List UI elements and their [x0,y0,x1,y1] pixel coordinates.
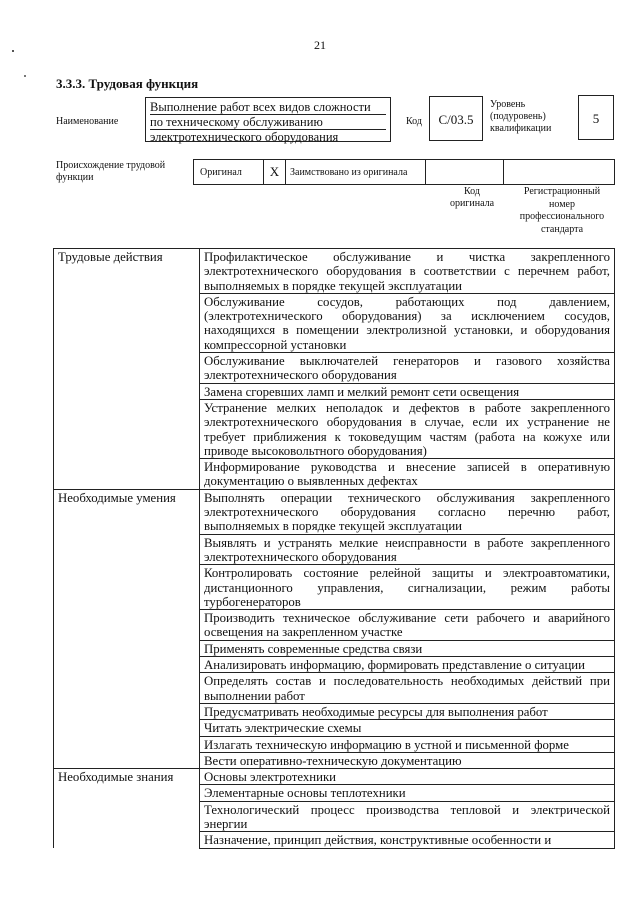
table-row [54,383,615,399]
origin-row [193,159,615,185]
table-row [54,489,615,534]
table-cell: Технологический процесс производства тепловой и электрической энергии [200,801,615,832]
table-row [54,657,615,673]
table-cell: Информирование руководства и внесение записей в оперативную документацию о выявленных дефектах [200,459,615,490]
table-cell: Профилактическое обслуживание и чистка закрепленного электротехнического оборудования в соответствии с перечнем работ, выполняемых в порядке текущей эксплуатации [200,249,615,294]
name-line: по техническому обслуживанию [150,115,386,130]
caption-line: Код [464,186,480,197]
table-cell: Выполнять операции технического обслуживания закрепленного электротехнического оборудования согласно перечню работ, выполняемых в порядке текущей эксплуатации [200,489,615,534]
category-cell: Необходимые умения [54,489,200,534]
section-title: 3.3.3. Трудовая функция [56,76,199,91]
table-row [54,293,615,352]
table-cell: Контролировать состояние релейной защиты и электроавтоматики, дистанционного управления, сигнализации, режим работы турбогенераторов [200,565,615,610]
origin-original-mark: X [264,160,286,184]
origin-label [56,160,165,184]
table-cell: Обслуживание сосудов, работающих под давлением, (электротехнического оборудования) за исключением сосудов, находящихся в помещении электролизной установки, и оборудования компрессорной установки [200,293,615,352]
caption-line: Регистрационный [523,186,601,197]
reg-number-caption [510,186,614,236]
function-table [53,248,615,849]
category-cell: Необходимые знания [54,769,200,785]
table-row [54,610,615,641]
level-label-line: Уровень [490,99,526,110]
table-cell: Элементарные основы теплотехники [200,785,615,801]
caption-line: оригинала [449,198,495,209]
code-label: Код [406,116,422,127]
table-cell: Выявлять и устранять мелкие неисправности в работе закрепленного электротехнического оборудования [200,534,615,565]
caption-line: номер [549,198,575,210]
table-row [54,801,615,832]
table-cell: Замена сгоревших ламп и мелкий ремонт сети освещения [200,383,615,399]
code-value: С/03.5 [429,96,483,141]
table-row [54,459,615,490]
table-row [54,353,615,384]
original-code-caption [436,186,508,210]
origin-label-line: Происхождение трудовой [56,160,166,171]
level-label-line: (подуровень) [490,111,546,122]
table-row [54,399,615,458]
name-line: Выполнение работ всех видов сложности [150,100,386,115]
name-line: электротехнического оборудования [150,130,339,144]
origin-reg-cell [504,160,614,184]
table-row [54,673,615,704]
table-cell: Основы электротехники [200,769,615,785]
level-value: 5 [578,95,614,140]
table-cell: Предусматривать необходимые ресурсы для выполнения работ [200,703,615,719]
table-row [54,785,615,801]
table-row [54,703,615,719]
table-cell: Определять состав и последовательность необходимых действий при выполнении работ [200,673,615,704]
table-row [54,640,615,656]
table-cell: Назначение, принцип действия, конструктивные особенности и [200,832,615,848]
table-cell: Применять современные средства связи [200,640,615,656]
origin-borrowed-label: Заимствовано из оригинала [286,160,426,184]
table-row [54,769,615,785]
table-row [54,249,615,294]
table-cell: Читать электрические схемы [200,720,615,736]
origin-label-line: функции [56,172,94,183]
caption-line: стандарта [540,223,584,235]
table-cell: Производить техническое обслуживание сети рабочего и аварийного освещения на закрепленном участке [200,610,615,641]
name-value-box [145,97,391,142]
table-row [54,736,615,752]
table-cell: Вести оперативно-техническую документацию [200,752,615,768]
origin-original-label: Оригинал [194,160,264,184]
table-cell: Излагать техническую информацию в устной и письменной форме [200,736,615,752]
table-row [54,534,615,565]
table-cell: Анализировать информацию, формировать представление о ситуации [200,657,615,673]
level-label [490,99,551,135]
page-number: 21 [314,38,326,52]
level-label-line: квалификации [490,123,552,134]
table-row [54,752,615,768]
origin-code-cell [426,160,504,184]
table-row [54,565,615,610]
category-cell: Трудовые действия [54,249,200,294]
name-label: Наименование [56,116,119,127]
scan-speck [24,75,26,77]
table-row [54,832,615,848]
table-cell: Устранение мелких неполадок и дефектов в работе закрепленного электротехнического оборудования в случае, если их устранение не требует приближения к токоведущим частям (работа на кожухе или приводе высоковольтного оборудования) [200,399,615,458]
caption-line: профессионального [519,211,605,222]
table-cell: Обслуживание выключателей генераторов и газового хозяйства электротехнического оборудования [200,353,615,384]
table-row [54,720,615,736]
